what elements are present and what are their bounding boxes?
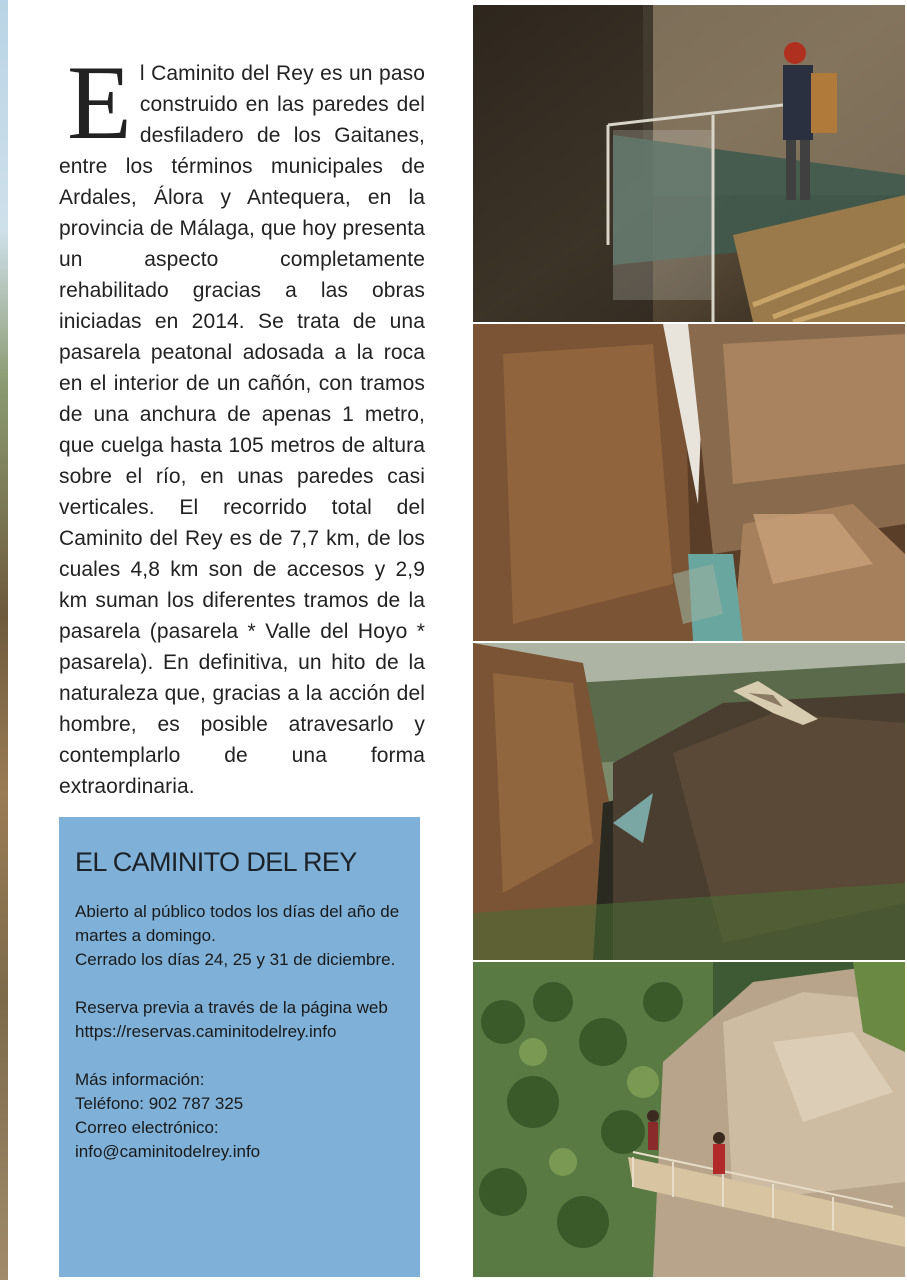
booking-text: Reserva previa a través de la página web	[75, 998, 388, 1017]
left-edge-photo-strip	[0, 0, 8, 1280]
photo-hiker-glass-walkway	[473, 5, 905, 322]
email-label: Correo electrónico:	[75, 1118, 219, 1137]
intro-paragraph	[59, 44, 425, 802]
intro-text: l Caminito del Rey es un paso construido en las paredes del desfiladero de los Gaitanes, entre los términos municipales de Ardales, Álora y Antequera, en la provincia de Málaga, que hoy presenta un aspecto completamente rehabilitado gracias a las obras iniciadas en 2014. Se trata de una pasarela peatonal adosada a la roca en el interior de un cañón, con tramos de una anchura de apenas 1 metro, que cuelga hasta 105 metros de altura sobre el río, en unas paredes casi verticales. El recorrido total del Caminito del Rey es de 7,7 km, de los cuales 4,8 km son de accesos y 2,9 km suman los diferentes tramos de la pasarela (pasarela * Valle del Hoyo * pasarela). En definitiva, un hito de la naturaleza que, gracias a la acción del hombre, es posible atravesarlo y contemplarlo de una forma extraordinaria.	[59, 62, 425, 798]
drop-cap-letter: E	[67, 44, 132, 161]
more-info-label: Más información:	[75, 1070, 205, 1089]
info-box-title: EL CAMINITO DEL REY	[75, 847, 357, 877]
photo-column	[473, 5, 905, 1277]
photo-hikers-cliff-walkway	[473, 962, 905, 1277]
phone-number: Teléfono: 902 787 325	[75, 1094, 244, 1113]
schedule-line-1: Abierto al público todos los días del año de	[75, 902, 400, 921]
photo-gorge-canyon	[473, 324, 905, 641]
closed-days: Cerrado los días 24, 25 y 31 de diciembre.	[75, 950, 396, 969]
photo-vulture-gorge	[473, 643, 905, 960]
info-box	[59, 817, 420, 1277]
booking-url: https://reservas.caminitodelrey.info	[75, 1022, 337, 1041]
email-address: info@caminitodelrey.info	[75, 1142, 261, 1161]
schedule-line-2: martes a domingo.	[75, 926, 216, 945]
